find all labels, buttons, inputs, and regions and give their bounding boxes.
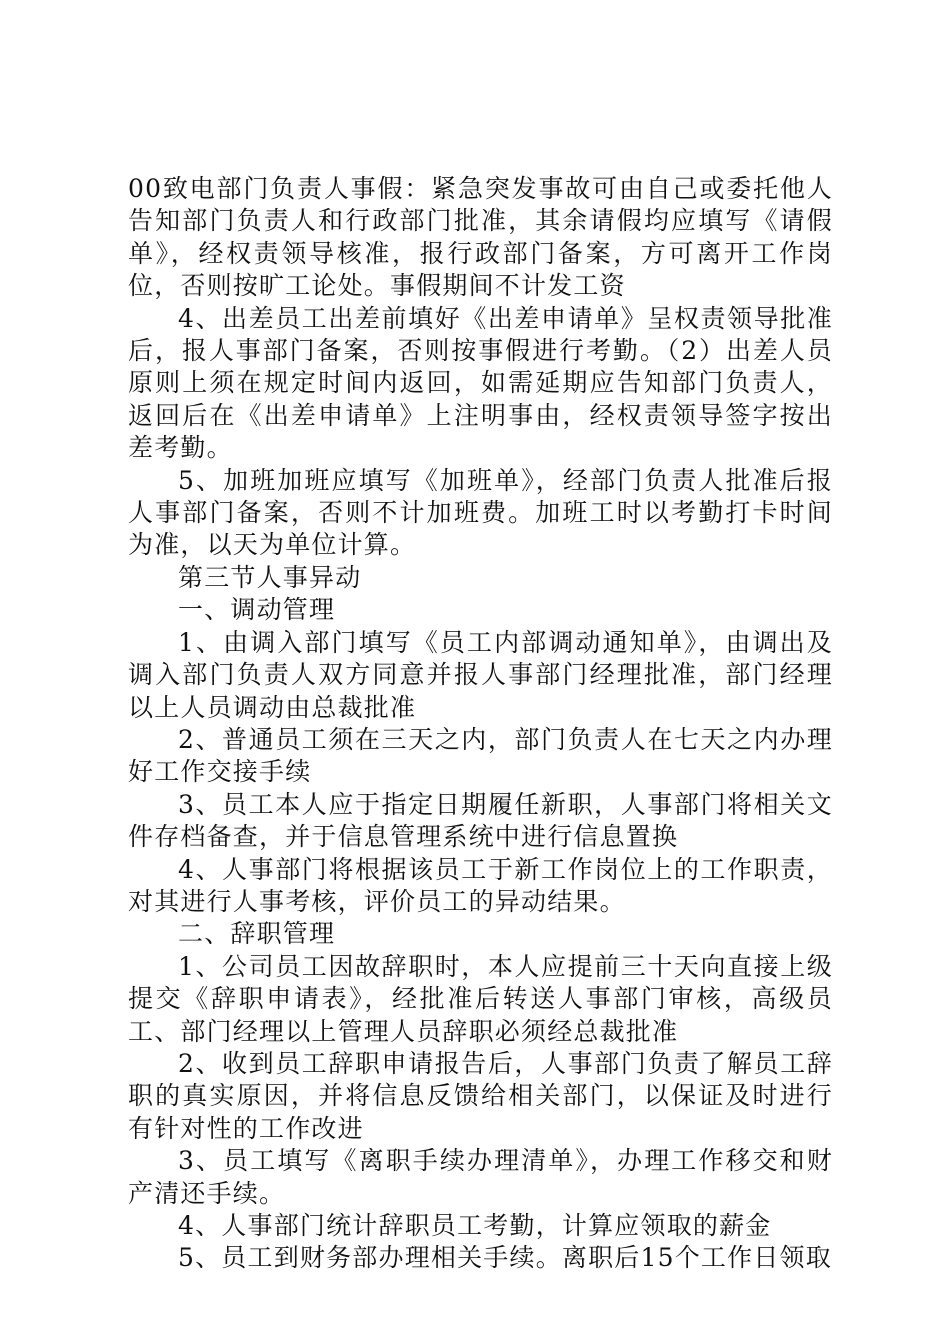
paragraph-resignation-1: 1、公司员工因故辞职时，本人应提前三十天向直接上级提交《辞职申请表》，经批准后转送人事部门审核，高级员工、部门经理以上管理人员辞职必须经总裁批准 (128, 951, 833, 1046)
paragraph-transfer-3: 3、员工本人应于指定日期履任新职，人事部门将相关文件存档备查，并于信息管理系统中进行信息置换 (128, 789, 833, 852)
paragraph-personal-leave-continued: 00致电部门负责人事假：紧急突发事故可由自己或委托他人告知部门负责人和行政部门批准，其余请假均应填写《请假单》，经权责领导核准，报行政部门备案，方可离开工作岗位，否则按旷工论处。事假期间不计发工资 (128, 174, 833, 301)
document-page (128, 173, 833, 1275)
section-heading-personnel-changes: 第三节人事异动 (178, 562, 362, 592)
paragraph-resignation-2: 2、收到员工辞职申请报告后，人事部门负责了解员工辞职的真实原因，并将信息反馈给相关部门，以保证及时进行有针对性的工作改进 (128, 1048, 833, 1143)
paragraph-transfer-1: 1、由调入部门填写《员工内部调动通知单》，由调出及调入部门负责人双方同意并报人事部门经理批准，部门经理以上人员调动由总裁批准 (128, 627, 833, 722)
subheading-transfer-management: 一、调动管理 (178, 595, 336, 625)
paragraph-business-trip: 4、出差员工出差前填好《出差申请单》呈权责领导批准后，报人事部门备案，否则按事假进行考勤。（2）出差人员原则上须在规定时间内返回，如需延期应告知部门负责人，返回后在《出差申请单》上注明事由，经权责领导签字按出差考勤。 (128, 303, 833, 463)
paragraph-overtime: 5、加班加班应填写《加班单》，经部门负责人批准后报人事部门备案，否则不计加班费。加班工时以考勤打卡时间为准，以天为单位计算。 (128, 465, 833, 560)
paragraph-resignation-4: 4、人事部门统计辞职员工考勤，计算应领取的薪金 (178, 1211, 772, 1240)
paragraph-transfer-2: 2、普通员工须在三天之内，部门负责人在七天之内办理好工作交接手续 (128, 724, 833, 787)
subheading-resignation-management: 二、辞职管理 (178, 919, 336, 949)
paragraph-resignation-3: 3、员工填写《离职手续办理清单》，办理工作移交和财产清还手续。 (128, 1146, 833, 1208)
paragraph-transfer-4: 4、人事部门将根据该员工于新工作岗位上的工作职责，对其进行人事考核，评价员工的异动结果。 (128, 854, 833, 916)
paragraph-resignation-5: 5、员工到财务部办理相关手续。离职后15个工作日领取 (178, 1243, 832, 1273)
